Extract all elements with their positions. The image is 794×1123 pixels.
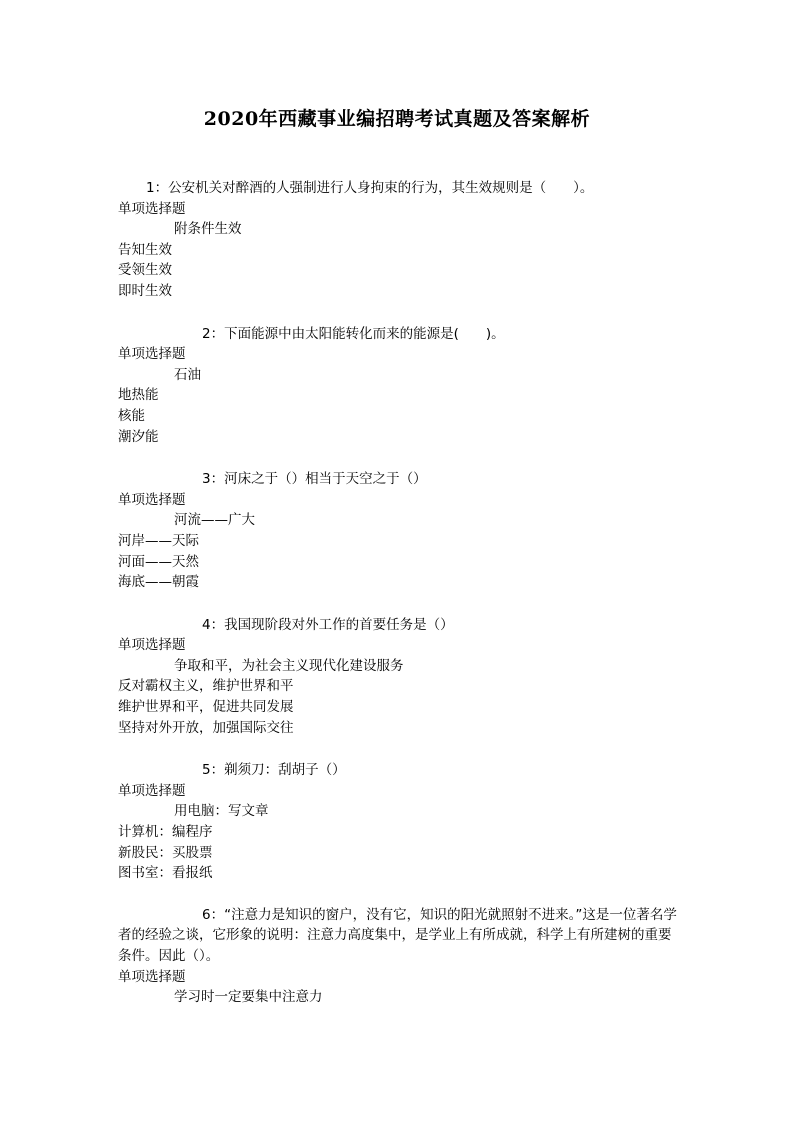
option-b: 计算机：编程序 — [118, 824, 213, 841]
option-b: 告知生效 — [118, 241, 172, 258]
option-a: 河流——广大 — [174, 512, 255, 529]
question-4 — [118, 615, 678, 739]
spacer — [118, 738, 678, 760]
option-a: 争取和平，为社会主义现代化建设服务 — [174, 657, 404, 674]
option-c: 新股民：买股票 — [118, 844, 213, 861]
option-a: 附条件生效 — [174, 221, 242, 238]
option-c: 河面——天然 — [118, 553, 199, 570]
question-stem: 2：下面能源中由太阳能转化而来的能源是( )。 — [202, 325, 505, 342]
option-b: 地热能 — [118, 387, 159, 404]
question-stem: 3：河床之于（）相当于天空之于（） — [202, 471, 427, 488]
option-b: 反对霸权主义，维护世界和平 — [118, 678, 294, 695]
spacer — [118, 302, 678, 324]
option-a: 石油 — [174, 366, 201, 383]
question-stem: 1：公安机关对醉酒的人强制进行人身拘束的行为，其生效规则是（ ）。 — [146, 180, 594, 196]
spacer — [118, 447, 678, 469]
option-c: 维护世界和平，促进共同发展 — [118, 699, 294, 716]
question-stem: 6：“注意力是知识的窗户，没有它，知识的阳光就照射不进来。”这是一位著名学者的经验之谈，它形象的说明：注意力高度集中，是学业上有所成就，科学上有所建树的重要条件。因此（）。 — [118, 906, 677, 964]
option-d: 图书室：看报纸 — [118, 865, 213, 882]
question-6 — [118, 905, 678, 1008]
question-type: 单项选择题 — [118, 782, 186, 799]
spacer — [118, 884, 678, 905]
question-3 — [118, 469, 678, 593]
option-c: 核能 — [118, 407, 145, 424]
question-5 — [118, 760, 678, 884]
spacer — [118, 593, 678, 615]
option-c: 受领生效 — [118, 262, 172, 279]
option-d: 即时生效 — [118, 282, 172, 299]
option-b: 河岸——天际 — [118, 532, 199, 549]
question-2 — [118, 324, 678, 448]
option-d: 坚持对外开放，加强国际交往 — [118, 719, 294, 736]
question-list — [118, 178, 678, 1008]
question-type: 单项选择题 — [118, 968, 186, 985]
question-type: 单项选择题 — [118, 200, 186, 217]
question-stem: 4：我国现阶段对外工作的首要任务是（） — [202, 616, 454, 633]
option-a: 学习时一定要集中注意力 — [174, 989, 323, 1006]
option-a: 用电脑：写文章 — [174, 803, 269, 820]
option-d: 海底——朝霞 — [118, 574, 199, 591]
question-1 — [118, 178, 678, 302]
question-type: 单项选择题 — [118, 637, 186, 654]
question-type: 单项选择题 — [118, 491, 186, 508]
page-title: 2020年西藏事业编招聘考试真题及答案解析 — [203, 108, 591, 130]
question-type: 单项选择题 — [118, 346, 186, 363]
option-d: 潮汐能 — [118, 428, 159, 445]
question-stem: 5：剃须刀：刮胡子（） — [202, 762, 346, 779]
